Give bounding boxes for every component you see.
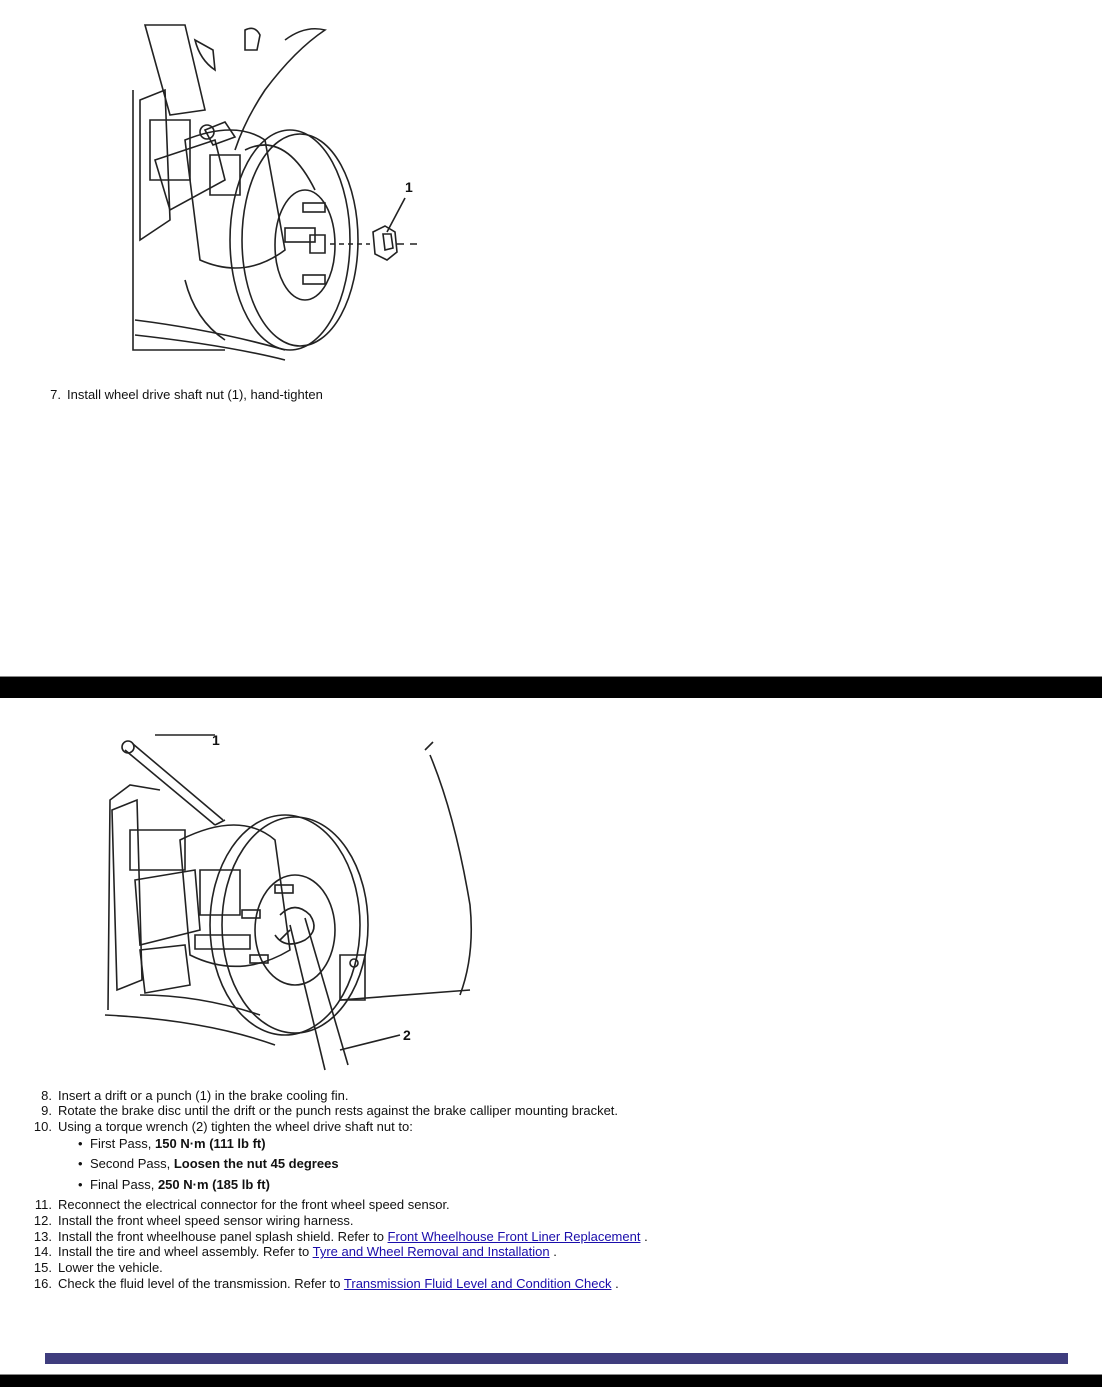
pass-value: 150 N·m (111 lb ft) [155,1136,266,1151]
step-number: 16. [33,1276,52,1291]
pass-value: 250 N·m (185 lb ft) [157,1177,270,1192]
step-number: 10. [33,1119,52,1134]
step-text: Install the front wheelhouse panel splash shield. Refer to [58,1229,388,1244]
step-number: 14. [33,1244,52,1259]
step-number: 11. [34,1197,52,1212]
step-number: 15. [33,1260,52,1275]
step-14 [26,1244,557,1260]
step-suffix: . [611,1276,619,1291]
step-11 [26,1197,450,1213]
torque-pass-first [78,1136,266,1152]
page-separator [0,676,1102,699]
manual-page-1 [0,0,1102,676]
step-12 [26,1213,354,1229]
link-front-wheelhouse-liner[interactable]: Front Wheelhouse Front Liner Replacement [387,1229,641,1244]
step-text: Lower the vehicle. [58,1260,163,1275]
step-number: 9. [41,1103,52,1118]
bullet: • [78,1156,83,1171]
step-suffix: . [549,1244,557,1259]
step-9 [26,1103,618,1119]
step-number: 12. [33,1213,52,1228]
torque-pass-second [78,1156,339,1172]
step-number: 13. [33,1229,52,1244]
brake-disc-torque-wrench-illustration-icon [100,730,480,1075]
link-transmission-fluid-check[interactable]: Transmission Fluid Level and Condition Check [343,1276,612,1291]
page-separator-bottom [0,1374,1102,1387]
step-16 [26,1276,619,1292]
step-8 [26,1088,349,1104]
callout-1: 1 [212,732,220,748]
callout-1: 1 [405,179,413,195]
pass-label: Final Pass, [90,1177,155,1192]
footer-bar [45,1353,1068,1364]
pass-value: Loosen the nut 45 degrees [173,1156,339,1171]
step-number: 7. [50,387,61,402]
callout-2: 2 [403,1027,411,1043]
bullet: • [78,1177,83,1192]
step-13 [26,1229,648,1245]
step-7 [35,387,323,403]
step-15 [26,1260,163,1276]
step-text: Rotate the brake disc until the drift or the punch rests against the brake calliper mounting bracket. [58,1103,619,1118]
pass-label: First Pass, [90,1136,152,1151]
manual-page-2 [0,698,1102,1370]
step-text: Install the front wheel speed sensor wiring harness. [58,1213,354,1228]
step-text: Insert a drift or a punch (1) in the brake cooling fin. [58,1088,349,1103]
step-text: Install the tire and wheel assembly. Refer to [58,1244,313,1259]
step-text: Using a torque wrench (2) tighten the wheel drive shaft nut to: [58,1119,413,1134]
step-text: Reconnect the electrical connector for the front wheel speed sensor. [58,1197,450,1212]
step-text: Install wheel drive shaft nut (1), hand-tighten [67,387,323,402]
step-text: Check the fluid level of the transmission. Refer to [58,1276,344,1291]
step-10 [26,1119,413,1135]
step-number: 8. [41,1088,52,1103]
step-suffix: . [640,1229,648,1244]
torque-pass-final [78,1177,270,1193]
pass-label: Second Pass, [90,1156,171,1171]
link-tyre-wheel-removal[interactable]: Tyre and Wheel Removal and Installation [312,1244,550,1259]
brake-assembly-nut-illustration-icon [125,20,455,365]
bullet: • [78,1136,83,1151]
